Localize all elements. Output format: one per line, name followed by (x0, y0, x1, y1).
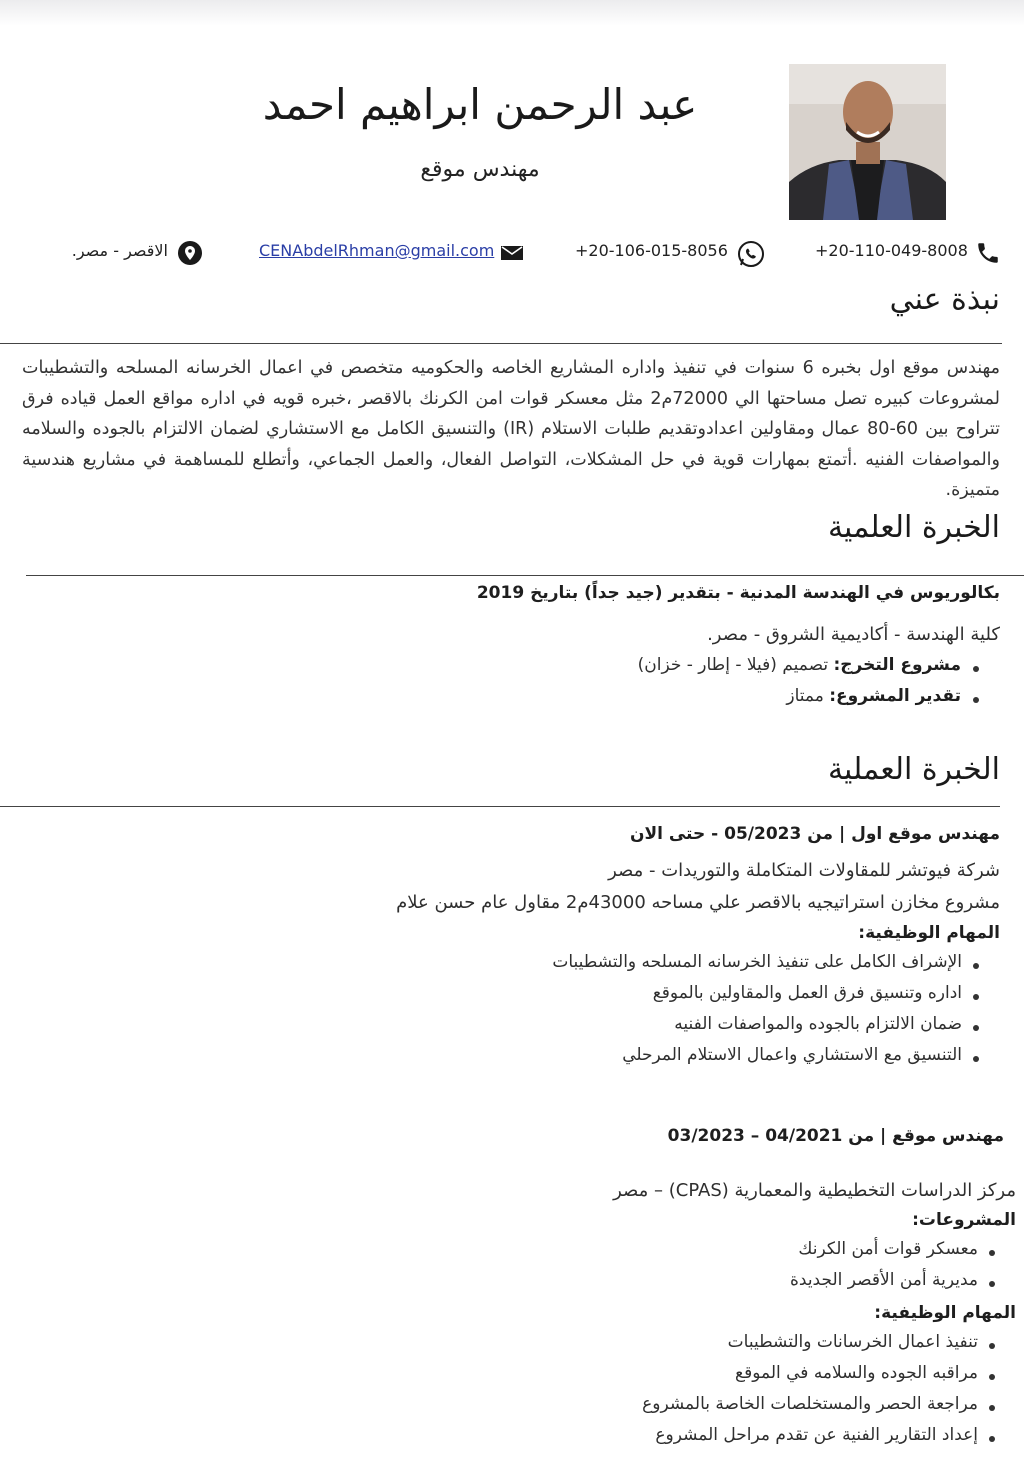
education-item-grade: تقدير المشروع: ممتاز (786, 686, 961, 706)
whatsapp-icon (737, 240, 763, 266)
job1-project: مشروع مخازن استراتيجيه بالاقصر علي مساحه 43000م2 مقاول عام حسن علام (396, 892, 1000, 913)
page-top-shade (0, 0, 1024, 26)
job2-task: مراجعة الحصر والمستخلصات الخاصة بالمشروع (642, 1394, 978, 1414)
phone-number-secondary[interactable]: +20-106-015-8056 (575, 241, 728, 260)
school-line: كلية الهندسة - أكاديمية الشروق - مصر. (707, 624, 1000, 645)
job-title: مهندس موقع (420, 157, 540, 182)
job2-project: مديرية أمن الأقصر الجديدة (790, 1270, 978, 1290)
experience-heading: الخبرة العملية (827, 752, 1000, 787)
job1-task: التنسيق مع الاستشاري واعمال الاستلام المرحلي (622, 1045, 962, 1065)
job1-tasks-label: المهام الوظيفية: (858, 923, 1000, 943)
bullet (989, 1436, 995, 1442)
job2-task: مراقبه الجوده والسلامه في الموقع (735, 1363, 978, 1383)
education-item-project: مشروع التخرج: تصميم (فيلا - إطار - خزان) (637, 655, 961, 675)
job1-task: اداره وتنسيق فرق العمل والمقاولين بالموقع (652, 983, 962, 1003)
job2-tasks-label: المهام الوظيفية: (874, 1303, 1016, 1323)
about-divider (0, 343, 1002, 344)
bullet (973, 666, 979, 672)
job1-heading: مهندس موقع اول | من 05/2023 - حتى الان (629, 824, 1000, 844)
bullet (973, 963, 979, 969)
job2-task: تنفيذ اعمال الخرسانات والتشطيبات (727, 1332, 978, 1352)
bullet (973, 1056, 979, 1062)
profile-photo (789, 64, 946, 220)
job2-heading: مهندس موقع | من 04/2021 – 03/2023 (667, 1126, 1004, 1146)
location-text: الاقصر - مصر. (71, 241, 168, 260)
full-name: عبد الرحمن ابراهيم احمد (262, 80, 698, 129)
bullet (989, 1281, 995, 1287)
job1-task: ضمان الالتزام بالجوده والمواصفات الفنيه (674, 1014, 962, 1034)
bullet (973, 994, 979, 1000)
about-paragraph: مهندس موقع اول بخبره 6 سنوات في تنفيذ واداره المشاريع الخاصه والحكوميه متخصص في اعمال الخرسانه المسلحه والتشطيبات لمشروعات كبيره تصل مساحتها الي 72000م2 مثل معسكر قوات امن الكرنك بالاقصر ،خبره قويه في اداره مواقع العمل قياده فرق تتراوح بين 60-80 عمال ومقاولين اعدادوتقديم طلبات الاستلام (IR) والتنسيق الكامل مع الاستشاري لضمان الالتزام بالجوده والسلامه والمواصفات الفنيه .أتمتع بمهارات قوية في حل المشكلات، التواصل الفعال، والعمل الجماعي، وأتطلع للمساهمة في مشاريع هندسية متميزة. (22, 358, 1001, 500)
bullet (989, 1343, 995, 1349)
degree-line: بكالوريوس في الهندسة المدنية - بتقدير (جيد جداً) بتاريخ 2019 (476, 583, 1000, 603)
bullet (989, 1405, 995, 1411)
phone-number-primary[interactable]: +20-110-049-8008 (815, 241, 968, 260)
experience-divider (0, 806, 1000, 807)
job2-company: مركز الدراسات التخطيطية والمعمارية (CPAS) – مصر (613, 1180, 1016, 1201)
email-icon (500, 243, 526, 269)
job2-projects-label: المشروعات: (912, 1210, 1016, 1230)
education-heading: الخبرة العلمية (827, 510, 1000, 545)
bullet (989, 1250, 995, 1256)
education-divider (26, 575, 1024, 576)
job1-company: شركة فيوتشر للمقاولات المتكاملة والتوريدات - مصر (608, 860, 1000, 881)
job2-project: معسكر قوات أمن الكرنك (798, 1239, 978, 1259)
bullet (973, 1025, 979, 1031)
email-link[interactable]: CENAbdelRhman@gmail.com (259, 241, 495, 260)
phone-icon (975, 240, 1001, 266)
about-heading: نبذة عني (889, 282, 1000, 317)
job2-task: إعداد التقارير الفنية عن تقدم مراحل المشروع (655, 1425, 978, 1445)
bullet (989, 1374, 995, 1380)
job1-task: الإشراف الكامل على تنفيذ الخرسانه المسلحه والتشطيبات (552, 952, 962, 972)
bullet (973, 697, 979, 703)
location-pin-icon (177, 240, 203, 266)
